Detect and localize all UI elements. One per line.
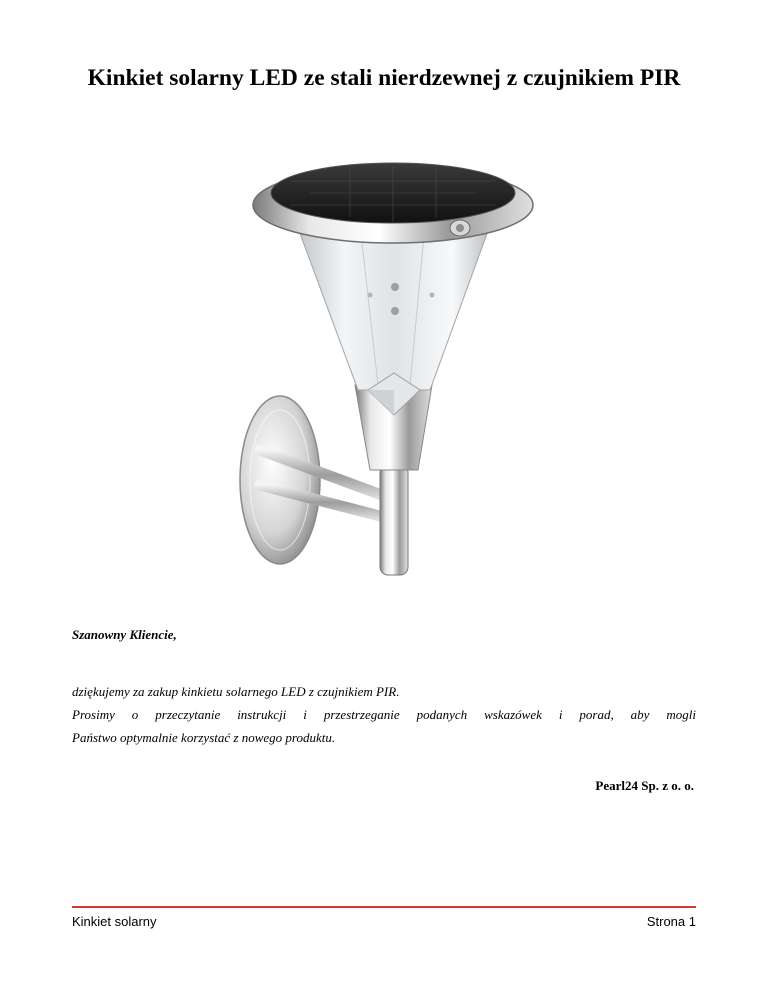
solar-wall-lamp-image [220,145,560,585]
footer-document-name: Kinkiet solarny [72,914,157,929]
company-signature: Pearl24 Sp. z o. o. [595,778,694,793]
paragraph-line-2: Prosimy o przeczytanie instrukcji i przestrzeganie podanych wskazówek i porad, aby mogli [72,707,696,722]
footer-divider [72,906,696,908]
footer-page-number: Strona 1 [646,914,696,929]
page-title: Kinkiet solarny LED ze stali nierdzewnej z czujnikiem PIR [87,65,681,91]
paragraph-line-3: Państwo optymalnie korzystać z nowego produktu. [72,730,336,745]
greeting: Szanowny Kliencie, [72,627,177,642]
intro-paragraph [72,680,696,749]
paragraph-line-1: dziękujemy za zakup kinkietu solarnego LED z czujnikiem PIR. [72,684,400,699]
